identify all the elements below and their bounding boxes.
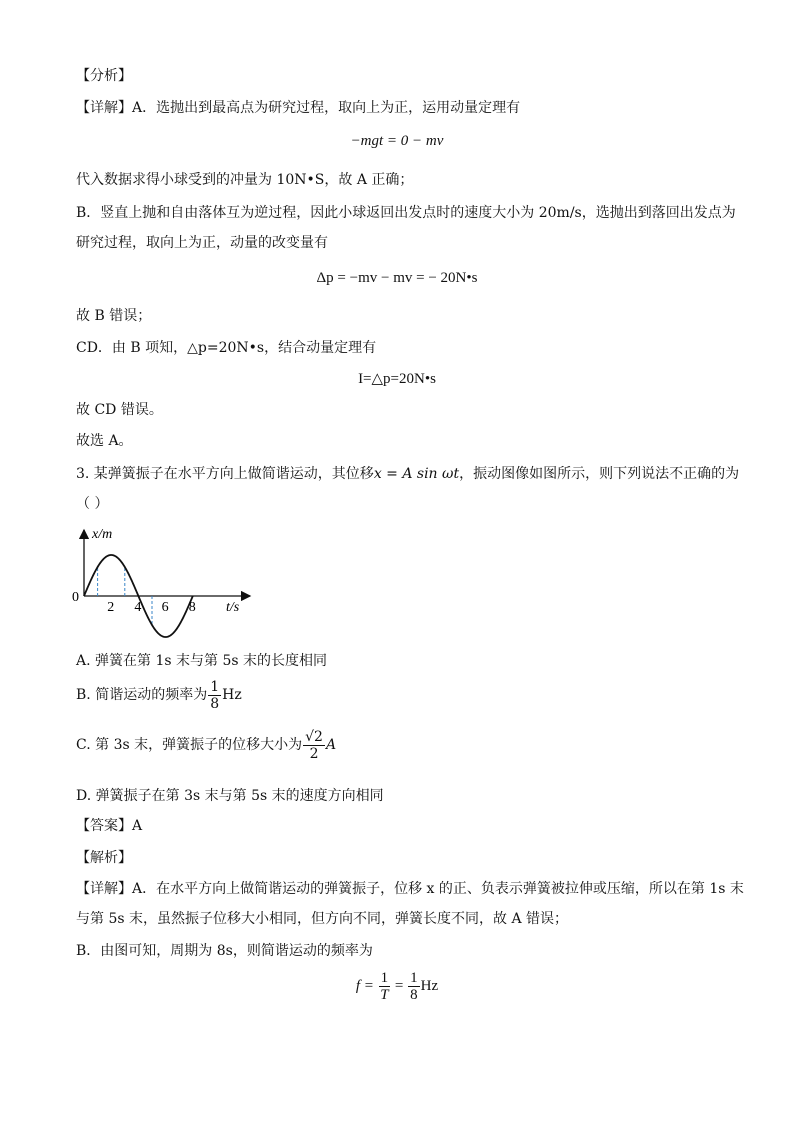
analysis-label: 【解析】 <box>76 850 132 866</box>
detail-b-line1: B．竖直上抛和自由落体互为逆过程，因此小球返回出发点时的速度大小为 20m/s，选抛出到落回出发点为 <box>76 205 736 221</box>
option-a: A. 弹簧在第 1s 末与第 5s 末的长度相同 <box>76 653 327 669</box>
explanation-b-text: B．由图可知，周期为 8s，则简谐运动的频率为 <box>76 943 373 959</box>
origin-label: 0 <box>72 590 79 605</box>
section-analysis: 【分析】 <box>76 68 132 84</box>
option-d: D. 弹簧振子在第 3s 末与第 5s 末的速度方向相同 <box>76 788 384 804</box>
x-tick-label-2: 2 <box>107 600 115 615</box>
detail-a-text: 【详解】A．选抛出到最高点为研究过程，取向上为正，运用动量定理有 <box>76 100 521 116</box>
question-3-formula: x = A sin ωt <box>373 466 460 482</box>
option-b-fraction: $\frac{1}{8}$ <box>210 678 220 712</box>
x-axis-label: t/s <box>226 600 240 615</box>
equation-frequency: f = $\frac{1}{T}$ = $\frac{1}{8}$ Hz <box>355 970 439 1004</box>
x-tick-label-8: 8 <box>188 600 196 615</box>
option-b: B. 简谐运动的频率为 $\frac{1}{8}$ Hz <box>76 678 242 712</box>
result-a-text: 代入数据求得小球受到的冲量为 10N•S，故 A 正确； <box>76 172 414 188</box>
detail-cd-text: CD．由 B 项知，△p=20N•s，结合动量定理有 <box>76 340 377 356</box>
y-axis-label: x/m <box>92 527 113 542</box>
detail-b-line2: 研究过程，取向上为正，动量的改变量有 <box>76 235 328 251</box>
x-tick-label-6: 6 <box>161 600 169 615</box>
question-3-paren: （ ） <box>76 496 109 512</box>
explanation-a-line2: 与第 5s 末，虽然振子位移大小相同，但方向不同，弹簧长度不同，故 A 错误； <box>76 911 569 927</box>
answer-label: 【答案】A <box>76 818 143 834</box>
equation-impulse: I=△p=20N•s <box>358 371 436 387</box>
x-tick-label-4: 4 <box>134 600 142 615</box>
question-3-stem: 3. 某弹簧振子在水平方向上做简谐运动，其位移x = A sin ωt，振动图像如图所示，则下列说法不正确的为 <box>76 466 740 482</box>
explanation-a-line1: 【详解】A．在水平方向上做简谐运动的弹簧振子，位移 x 的正、负表示弹簧被拉伸或压缩，所以在第 1s 末 <box>76 881 744 897</box>
result-cd-text: 故 CD 错误。 <box>76 402 163 418</box>
option-c: C. 第 3s 末，弹簧振子的位移大小为 $\frac{√2}{2}$ A <box>76 728 337 762</box>
equation-momentum-change: Δp = −mv − mv = − 20N•s <box>316 270 478 286</box>
vibration-graph <box>70 524 270 644</box>
equation-momentum-theorem: −mgt = 0 − mv <box>350 133 444 149</box>
option-c-fraction: $\frac{√2}{2}$ <box>305 728 323 762</box>
result-b-text: 故 B 错误； <box>76 308 152 324</box>
conclusion-text: 故选 A。 <box>76 433 133 449</box>
